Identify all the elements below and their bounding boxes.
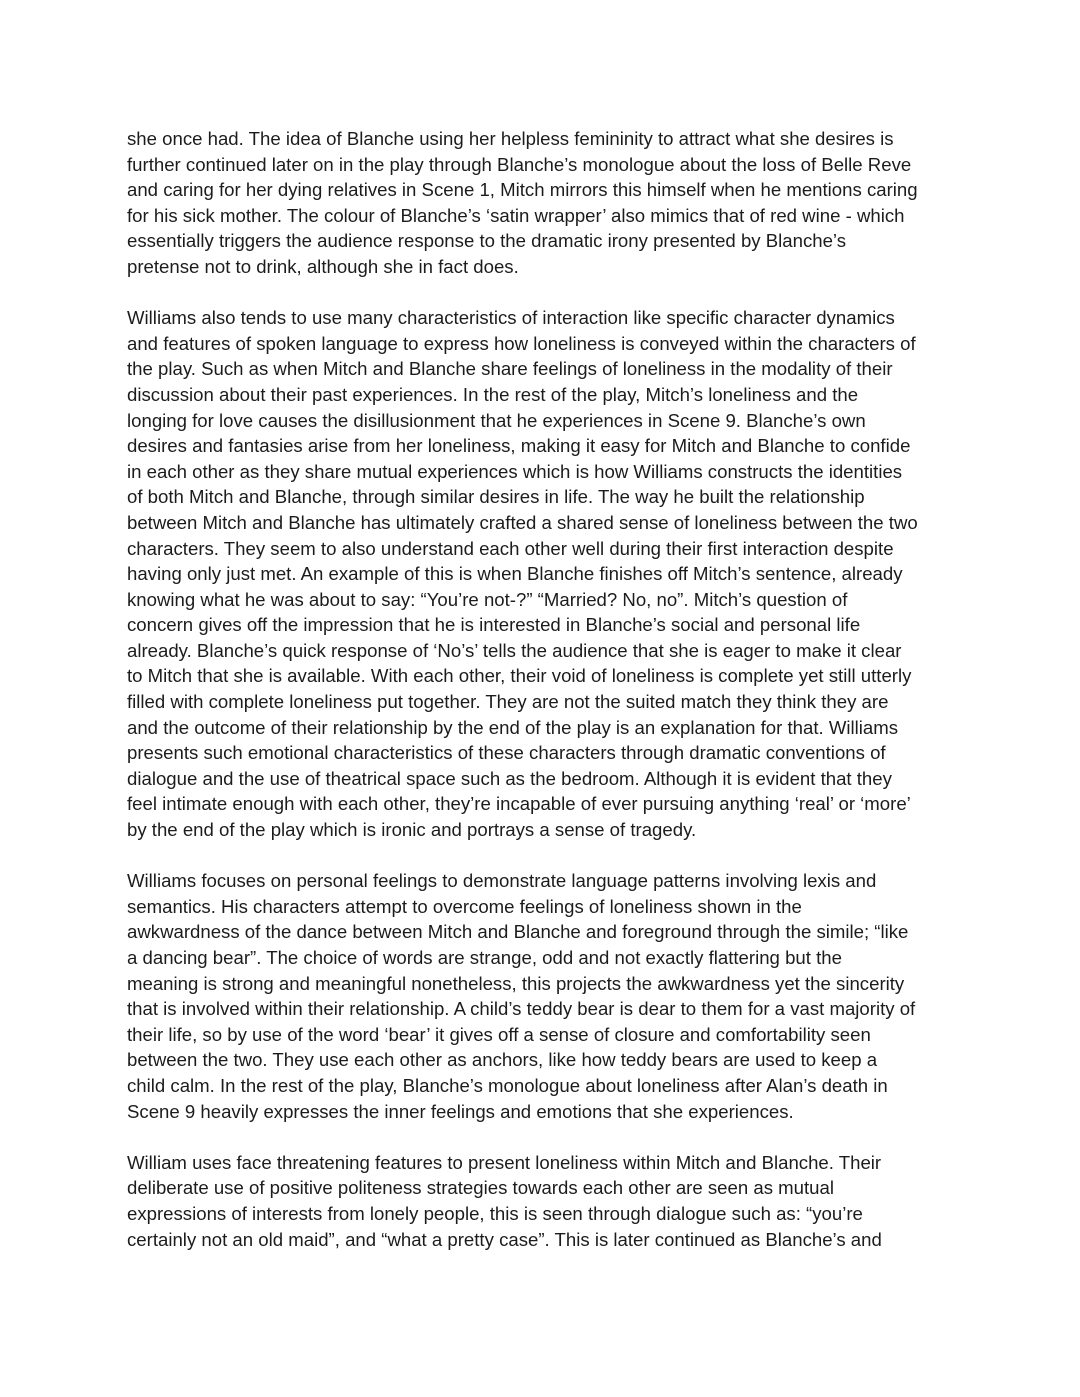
text-line: a dancing bear”. The choice of words are strange, odd and not exactly flattering but the <box>127 947 842 968</box>
text-line: discussion about their past experiences. In the rest of the play, Mitch’s loneliness and the <box>127 383 859 405</box>
text-line: and features of spoken language to express how loneliness is conveyed within the characters of <box>127 332 916 354</box>
text-line: in each other as they share mutual experiences which is how Williams constructs the identities <box>127 460 903 482</box>
text-line: for his sick mother. The colour of Blanche’s ‘satin wrapper’ also mimics that of red wine - which <box>127 204 905 226</box>
text-line: further continued later on in the play through Blanche’s monologue about the loss of Belle Reve <box>127 153 912 175</box>
text-line: desires and fantasies arise from her loneliness, making it easy for Mitch and Blanche to confide <box>127 435 911 457</box>
text-line: William uses face threatening features to present loneliness within Mitch and Blanche. Their <box>127 1151 882 1173</box>
text-line: having only just met. An example of this is when Blanche finishes off Mitch’s sentence, already <box>127 563 903 585</box>
text-line: filled with complete loneliness put together. They are not the suited match they think they are <box>127 691 889 713</box>
paragraph-1 <box>127 126 959 280</box>
text-line: and the outcome of their relationship by the end of the play is an explanation for that. Williams <box>127 716 899 738</box>
text-line: the play. Such as when Mitch and Blanche share feelings of loneliness in the modality of their <box>127 358 893 380</box>
text-line: feel intimate enough with each other, they’re incapable of ever pursuing anything ‘real’ or ‘more’ <box>127 793 911 815</box>
text-line: presents such emotional characteristics of these characters through dramatic conventions of <box>127 742 886 764</box>
text-line: Williams focuses on personal feelings to demonstrate language patterns involving lexis and <box>127 870 877 892</box>
text-line: between Mitch and Blanche has ultimately crafted a shared sense of loneliness between the two <box>127 511 918 533</box>
text-line: concern gives off the impression that he is interested in Blanche’s social and personal life <box>127 614 861 636</box>
text-line: awkwardness of the dance between Mitch and Blanche and foreground through the simile; “like <box>127 921 909 943</box>
text-line: characters. They seem to also understand each other well during their first interaction despite <box>127 537 894 559</box>
text-line: longing for love causes the disillusionment that he experiences in Scene 9. Blanche’s own <box>127 409 866 431</box>
text-line: child calm. In the rest of the play, Blanche’s monologue about loneliness after Alan’s death in <box>127 1074 888 1096</box>
text-line: essentially triggers the audience response to the dramatic irony presented by Blanche’s <box>127 230 847 252</box>
text-line: that is involved within their relationship. A child’s teddy bear is dear to them for a vast majority of <box>127 998 916 1020</box>
paragraph-2 <box>127 305 959 842</box>
text-line: of both Mitch and Blanche, through similar desires in life. The way he built the relationship <box>127 486 865 508</box>
text-line: to Mitch that she is available. With each other, their void of loneliness is complete yet still utterly <box>127 665 912 687</box>
text-line: their life, so by use of the word ‘bear’ it gives off a sense of closure and comfortability seen <box>127 1023 871 1045</box>
text-line: by the end of the play which is ironic and portrays a sense of tragedy. <box>127 819 697 841</box>
text-line: expressions of interests from lonely people, this is seen through dialogue such as: “you’re <box>127 1202 863 1224</box>
text-line: certainly not an old maid”, and “what a pretty case”. This is later continued as Blanche’s and <box>127 1228 882 1250</box>
text-line: and caring for her dying relatives in Scene 1, Mitch mirrors this himself when he mentions caring <box>127 179 918 201</box>
paragraph-3 <box>127 868 959 1124</box>
text-line: Williams also tends to use many characteristics of interaction like specific character dynamics <box>127 307 895 329</box>
text-line: already. Blanche’s quick response of ‘No’s’ tells the audience that she is eager to make it clear <box>127 639 902 661</box>
text-line: deliberate use of positive politeness strategies towards each other are seen as mutual <box>127 1177 834 1199</box>
text-line: between the two. They use each other as anchors, like how teddy bears are used to keep a <box>127 1049 878 1071</box>
text-line: semantics. His characters attempt to overcome feelings of loneliness shown in the <box>127 895 802 917</box>
essay-body <box>127 126 959 1278</box>
text-line: dialogue and the use of theatrical space such as the bedroom. Although it is evident that they <box>127 767 892 789</box>
text-line: meaning is strong and meaningful nonetheless, this projects the awkwardness yet the sincerity <box>127 972 905 994</box>
text-line: pretense not to drink, although she in fact does. <box>127 255 519 277</box>
text-line: knowing what he was about to say: “You’re not-?” “Married? No, no”. Mitch’s question of <box>127 588 848 610</box>
text-line: she once had. The idea of Blanche using her helpless femininity to attract what she desires is <box>127 128 894 149</box>
text-line: Scene 9 heavily expresses the inner feelings and emotions that she experiences. <box>127 1100 794 1122</box>
paragraph-4 <box>127 1150 959 1252</box>
